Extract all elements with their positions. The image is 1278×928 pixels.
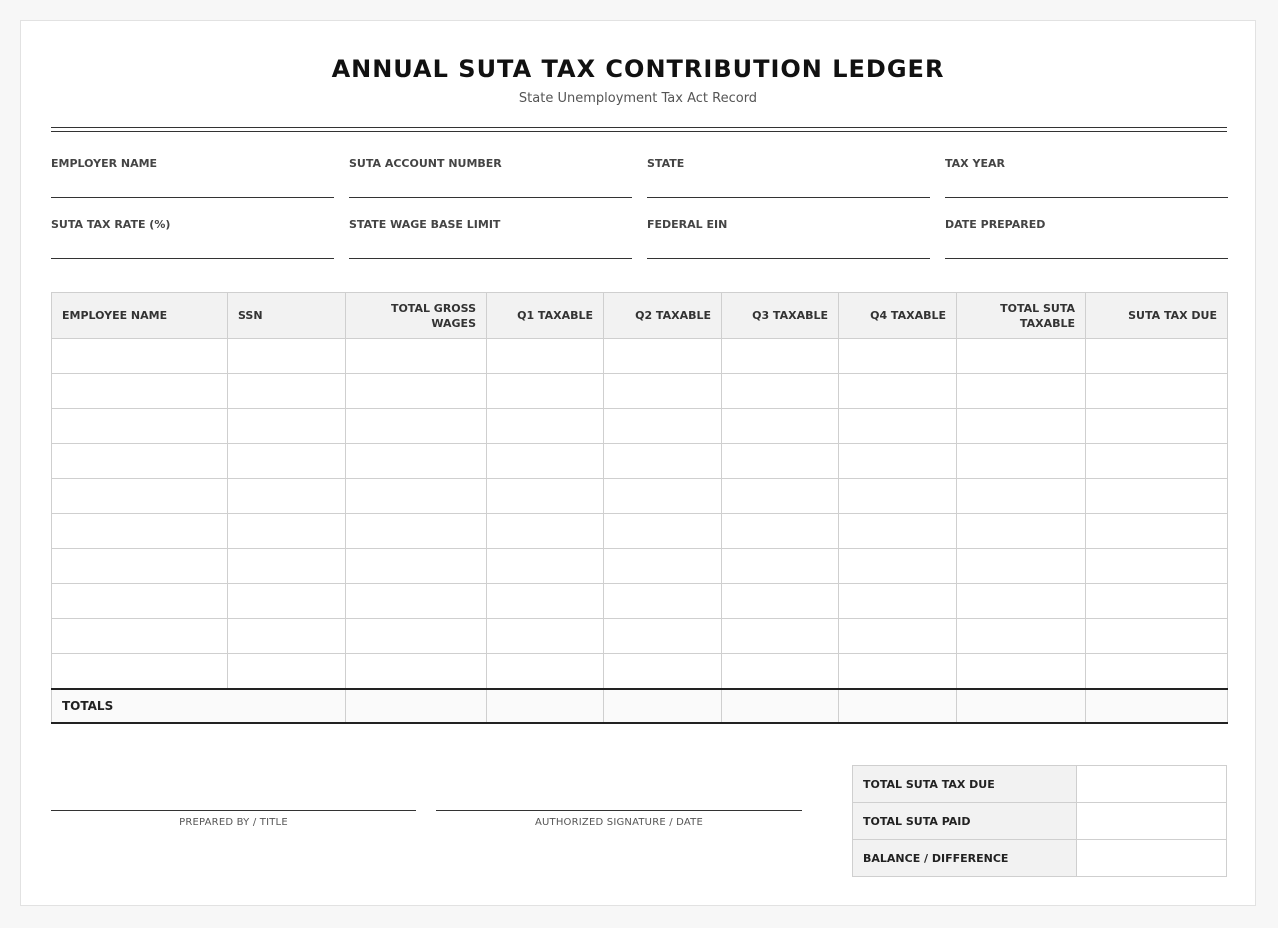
table-cell[interactable] (957, 514, 1086, 549)
total-q1-taxable-cell[interactable] (487, 689, 604, 723)
table-cell[interactable] (722, 549, 839, 584)
table-cell[interactable] (604, 374, 722, 409)
table-cell[interactable] (228, 479, 346, 514)
column-header-q3-taxable: Q3 TAXABLE (722, 293, 839, 339)
table-cell[interactable] (228, 444, 346, 479)
table-cell[interactable] (839, 409, 957, 444)
employer-name-field[interactable] (51, 157, 334, 198)
suta-account-number-label: SUTA ACCOUNT NUMBER (349, 157, 502, 170)
table-cell[interactable] (839, 514, 957, 549)
table-cell[interactable] (722, 514, 839, 549)
table-cell[interactable] (957, 479, 1086, 514)
table-cell[interactable] (487, 444, 604, 479)
table-cell[interactable] (957, 619, 1086, 654)
table-cell[interactable] (52, 654, 228, 689)
table-cell[interactable] (839, 584, 957, 619)
page-subtitle: State Unemployment Tax Act Record (518, 91, 758, 106)
table-cell[interactable] (722, 619, 839, 654)
column-header-total-suta-taxable: TOTAL SUTA TAXABLE (957, 293, 1086, 339)
table-cell[interactable] (604, 619, 722, 654)
summary-row-total-suta-paid (853, 803, 1227, 840)
total-suta-taxable-cell[interactable] (957, 689, 1086, 723)
table-cell[interactable] (839, 619, 957, 654)
table-cell[interactable] (604, 514, 722, 549)
table-cell[interactable] (604, 409, 722, 444)
balance-difference-label: BALANCE / DIFFERENCE (853, 840, 1077, 877)
table-cell[interactable] (52, 479, 228, 514)
table-row (52, 374, 1228, 409)
table-cell[interactable] (957, 409, 1086, 444)
table-cell[interactable] (722, 339, 839, 374)
total-suta-paid-value[interactable] (1077, 803, 1227, 840)
ledger-header-row (52, 293, 1228, 339)
table-row (52, 584, 1228, 619)
table-row (52, 654, 1228, 689)
column-header-suta-tax-due: SUTA TAX DUE (1086, 293, 1228, 339)
table-cell[interactable] (487, 584, 604, 619)
table-cell[interactable] (1086, 479, 1228, 514)
table-cell[interactable] (839, 549, 957, 584)
table-cell[interactable] (604, 654, 722, 689)
table-cell[interactable] (487, 619, 604, 654)
table-cell[interactable] (604, 444, 722, 479)
table-cell[interactable] (487, 479, 604, 514)
table-cell[interactable] (228, 619, 346, 654)
table-cell[interactable] (839, 339, 957, 374)
summary-row-balance-difference (853, 840, 1227, 877)
state-label: STATE (647, 157, 685, 170)
total-suta-tax-due-cell[interactable] (1086, 689, 1228, 723)
total-q2-taxable-cell[interactable] (604, 689, 722, 723)
table-cell[interactable] (52, 409, 228, 444)
table-row (52, 514, 1228, 549)
table-cell[interactable] (228, 654, 346, 689)
totals-row (52, 689, 1228, 723)
table-cell[interactable] (52, 444, 228, 479)
balance-difference-value[interactable] (1077, 840, 1227, 877)
table-row (52, 619, 1228, 654)
table-cell[interactable] (839, 479, 957, 514)
table-cell[interactable] (346, 444, 487, 479)
table-cell[interactable] (957, 374, 1086, 409)
date-prepared-field[interactable] (945, 218, 1228, 259)
table-cell[interactable] (604, 549, 722, 584)
table-cell[interactable] (957, 444, 1086, 479)
table-cell[interactable] (722, 479, 839, 514)
table-cell[interactable] (228, 549, 346, 584)
table-cell[interactable] (346, 409, 487, 444)
table-cell[interactable] (1086, 514, 1228, 549)
table-cell[interactable] (604, 479, 722, 514)
ledger-body (52, 339, 1228, 723)
table-row (52, 409, 1228, 444)
table-cell[interactable] (346, 479, 487, 514)
table-cell[interactable] (722, 374, 839, 409)
ledger-sheet (20, 20, 1256, 906)
table-cell[interactable] (487, 374, 604, 409)
employer-name-label: EMPLOYER NAME (51, 157, 158, 170)
authorized-signature-line[interactable] (436, 810, 802, 828)
table-cell[interactable] (957, 584, 1086, 619)
table-row (52, 444, 1228, 479)
table-cell[interactable] (722, 654, 839, 689)
column-header-q2-taxable: Q2 TAXABLE (604, 293, 722, 339)
table-cell[interactable] (346, 514, 487, 549)
table-cell[interactable] (52, 549, 228, 584)
table-cell[interactable] (487, 654, 604, 689)
table-cell[interactable] (957, 339, 1086, 374)
table-cell[interactable] (722, 409, 839, 444)
suta-tax-rate-label: SUTA TAX RATE (%) (51, 218, 171, 231)
table-cell[interactable] (722, 444, 839, 479)
table-cell[interactable] (1086, 619, 1228, 654)
table-cell[interactable] (346, 339, 487, 374)
table-cell[interactable] (1086, 584, 1228, 619)
column-header-employee-name: EMPLOYEE NAME (52, 293, 228, 339)
total-q4-taxable-cell[interactable] (839, 689, 957, 723)
table-cell[interactable] (52, 514, 228, 549)
table-cell[interactable] (839, 374, 957, 409)
table-cell[interactable] (604, 584, 722, 619)
table-cell[interactable] (487, 549, 604, 584)
table-cell[interactable] (487, 339, 604, 374)
table-cell[interactable] (1086, 444, 1228, 479)
table-row (52, 339, 1228, 374)
table-cell[interactable] (722, 584, 839, 619)
table-cell[interactable] (487, 409, 604, 444)
table-cell[interactable] (1086, 409, 1228, 444)
ledger-table (51, 292, 1228, 724)
tax-year-field[interactable] (945, 157, 1228, 198)
summary-table (852, 765, 1227, 877)
table-cell[interactable] (1086, 339, 1228, 374)
table-cell[interactable] (1086, 549, 1228, 584)
column-header-total-gross-wages: TOTAL GROSS WAGES (346, 293, 487, 339)
total-suta-tax-due-value[interactable] (1077, 766, 1227, 803)
table-cell[interactable] (346, 619, 487, 654)
table-cell[interactable] (228, 514, 346, 549)
table-cell[interactable] (1086, 654, 1228, 689)
page-title: ANNUAL SUTA TAX CONTRIBUTION LEDGER (331, 55, 945, 83)
table-cell[interactable] (52, 619, 228, 654)
total-q3-taxable-cell[interactable] (722, 689, 839, 723)
table-cell[interactable] (957, 549, 1086, 584)
table-cell[interactable] (957, 654, 1086, 689)
table-row (52, 479, 1228, 514)
table-cell[interactable] (228, 409, 346, 444)
table-cell[interactable] (346, 584, 487, 619)
table-cell[interactable] (52, 339, 228, 374)
table-cell[interactable] (604, 339, 722, 374)
table-cell[interactable] (228, 374, 346, 409)
total-gross-wages-cell[interactable] (346, 689, 487, 723)
total-suta-paid-label: TOTAL SUTA PAID (853, 803, 1077, 840)
summary-row-total-suta-tax-due (853, 766, 1227, 803)
suta-tax-rate-field[interactable] (51, 218, 334, 259)
table-cell[interactable] (346, 654, 487, 689)
state-wage-base-limit-label: STATE WAGE BASE LIMIT (349, 218, 501, 231)
total-suta-tax-due-label: TOTAL SUTA TAX DUE (853, 766, 1077, 803)
table-cell[interactable] (346, 374, 487, 409)
prepared-by-label: PREPARED BY / TITLE (179, 817, 288, 828)
table-cell[interactable] (839, 654, 957, 689)
table-row (52, 549, 1228, 584)
state-wage-base-limit-field[interactable] (349, 218, 632, 259)
authorized-signature-label: AUTHORIZED SIGNATURE / DATE (534, 817, 704, 828)
prepared-by-signature-line[interactable] (51, 810, 416, 828)
totals-label: TOTALS (52, 689, 346, 723)
tax-year-label: TAX YEAR (945, 157, 1005, 170)
column-header-q4-taxable: Q4 TAXABLE (839, 293, 957, 339)
state-field[interactable] (647, 157, 930, 198)
table-cell[interactable] (52, 374, 228, 409)
table-cell[interactable] (228, 584, 346, 619)
federal-ein-label: FEDERAL EIN (647, 218, 728, 231)
federal-ein-field[interactable] (647, 218, 930, 259)
suta-account-number-field[interactable] (349, 157, 632, 198)
table-cell[interactable] (228, 339, 346, 374)
date-prepared-label: DATE PREPARED (945, 218, 1046, 231)
table-cell[interactable] (346, 549, 487, 584)
column-header-ssn: SSN (228, 293, 346, 339)
table-cell[interactable] (487, 514, 604, 549)
column-header-q1-taxable: Q1 TAXABLE (487, 293, 604, 339)
table-cell[interactable] (52, 584, 228, 619)
table-cell[interactable] (839, 444, 957, 479)
table-cell[interactable] (1086, 374, 1228, 409)
header-divider (51, 127, 1227, 132)
